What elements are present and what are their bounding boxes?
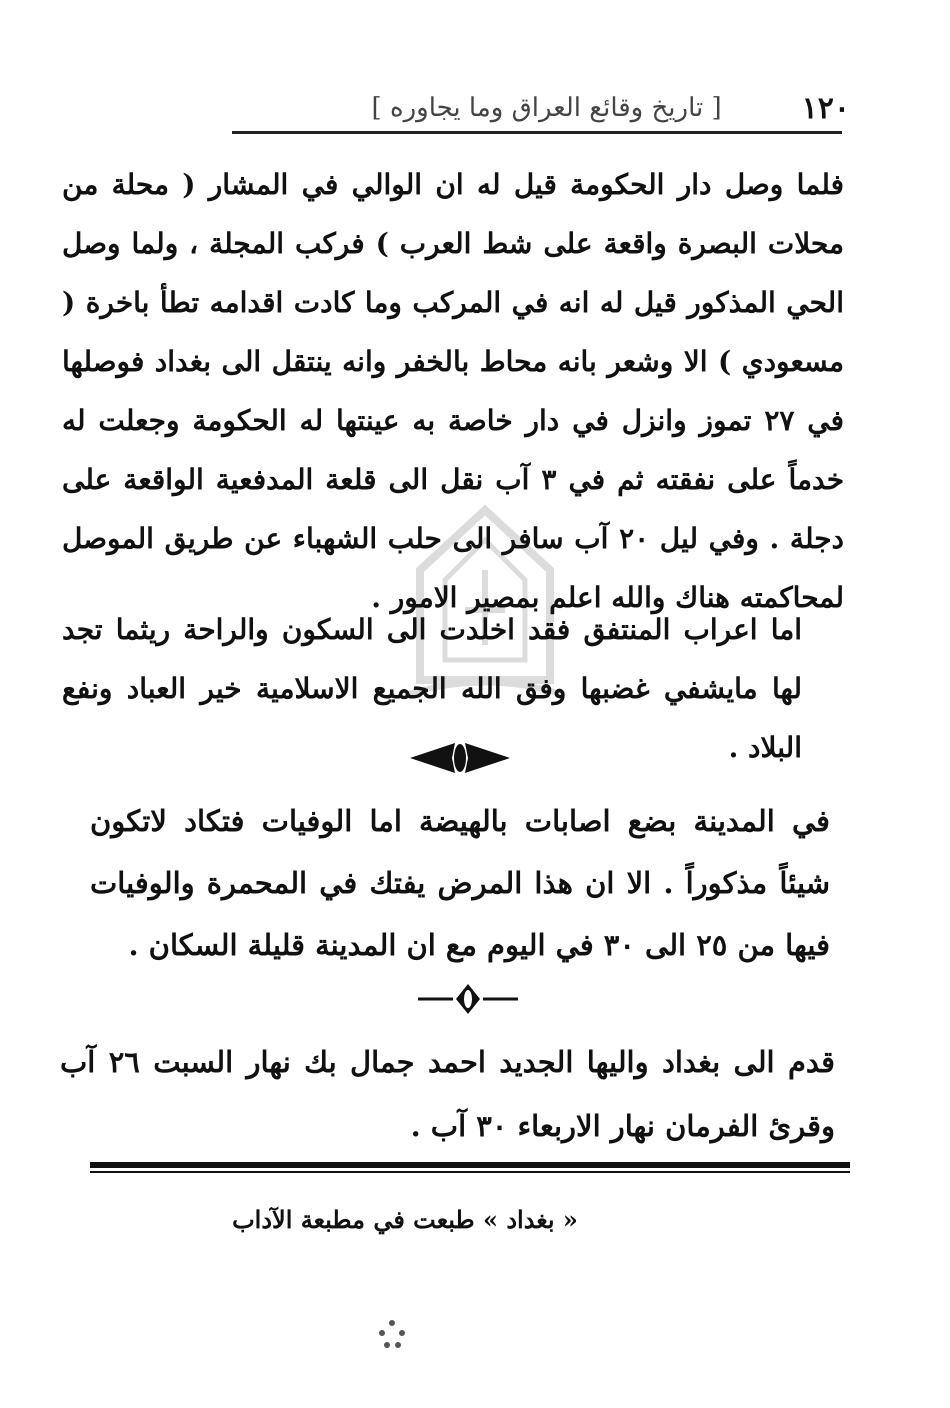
printer-imprint: « بغداد » طبعت في مطبعة الآداب (232, 1205, 578, 1234)
decorative-dots-icon (372, 1315, 412, 1355)
paragraph-2: اما اعراب المنتفق فقد اخلدت الى السكون والراحة ريثما تجد لها مايشفي غضبها وفق الله الجميع الاسلامية خير العباد ونفع البلاد . (62, 613, 802, 764)
running-title: [ تاريخ وقائع العراق وما يجاوره ] (371, 93, 722, 123)
paragraph-1: فلما وصل دار الحكومة قيل له ان الوالي في المشار ( محلة من محلات البصرة واقعة على شط العرب ) فركب المجلة ، ولما وصل الحي المذكور قيل له انه في المركب وما كادت اقدامه تطأ باخرة ( مسعودي ) الا وشعر بانه محاط بالخفر وانه ينتقل الى بغداد فوصلها في ٢٧ تموز وانزل في دار خاصة به عينتها له الحكومة وجعلت له خدماً على نفقته ثم في ٣ آب نقل الى قلعة المدفعية الواقعة على دجلة . وفي ليل ٢٠ آب سافر الى حلب الشهباء عن طريق الموصل لمحاكمته هناك والله اعلم بمصير الامور . (62, 168, 844, 614)
page-header (245, 88, 850, 128)
paragraph-4: قدم الى بغداد واليها الجديد احمد جمال بك نهار السبت ٢٦ آب وقرئ الفرمان نهار الاربعاء ٣٠ آب . (60, 1045, 835, 1143)
header-rule (232, 131, 842, 134)
paragraph-3: في المدينة بضع اصابات بالهيضة اما الوفيات فتكاد لاتكون شيئاً مذكوراً . الا ان هذا المرض يفتك في المحمرة والوفيات فيها من ٢٥ الى ٣٠ في اليوم مع ان المدينة قليلة السكان . (90, 804, 830, 962)
page-number: ١٢٠ (801, 90, 850, 126)
section-ornament-1 (400, 738, 520, 778)
section-ornament-2 (418, 980, 518, 1018)
footer-thick-rule (90, 1162, 850, 1168)
footer-thin-rule (90, 1171, 850, 1173)
